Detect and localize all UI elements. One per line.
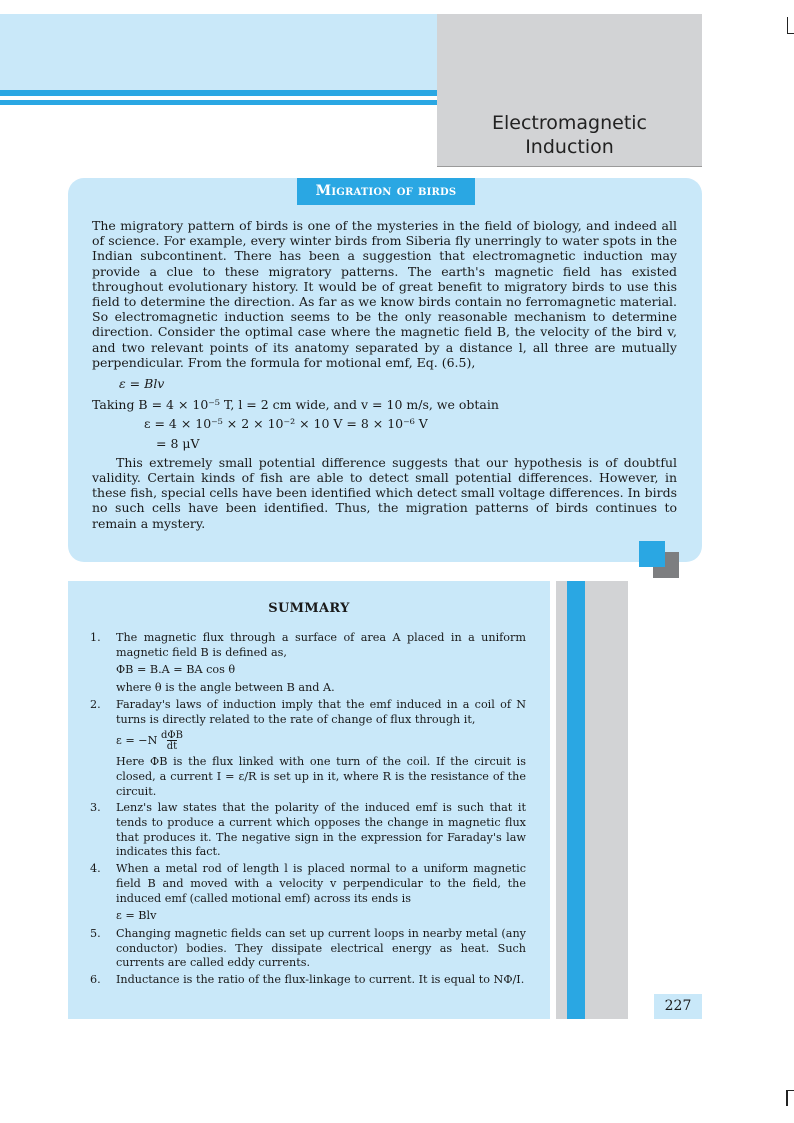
box-title: Migration of birds bbox=[297, 178, 475, 205]
list-item: 4. When a metal rod of length l is placed normal to a uniform magnetic field B and moved with a velocity v perpendicular to the field, the induced emf (called motional emf) across its ends is ε = Blv bbox=[90, 862, 526, 923]
summary-title: SUMMARY bbox=[268, 601, 350, 616]
crop-mark bbox=[788, 1090, 794, 1091]
crop-mark bbox=[786, 1090, 788, 1106]
side-bar-accent bbox=[567, 581, 585, 1019]
equation: ΦB = B.A = BA cos θ bbox=[116, 663, 236, 677]
paragraph: The migratory pattern of birds is one of the mysteries in the field of biology, and indeed all of science. For example, every winter birds from Siberia fly unerringly to water spots in the Indian subcontinent. There has been a suggestion that electromagnetic induction may provide a clue to these migratory patterns. The earth's magnetic field has existed throughout evolutionary history. It would be of great benefit to migratory birds to use this field to determine the direction. As far as we know birds contain no ferromagnetic material. So electromagnetic induction seems to be the only reasonable mechanism to determine direction. Consider the optimal case where the magnetic field B, the velocity of the bird v, and two relevant points of its anatomy separated by a distance l, all three are mutually perpendicular. From the formula for motional emf, Eq. (6.5), bbox=[92, 218, 677, 370]
equation: = 8 μV bbox=[156, 435, 200, 451]
summary-list bbox=[90, 631, 526, 990]
chapter-title: Electromagnetic Induction bbox=[491, 112, 647, 158]
equation: $\varepsilon = -N \frac{\text{dΦB}}{dt}$ bbox=[116, 730, 183, 753]
equation: ε = 4 × 10⁻⁵ × 2 × 10⁻² × 10 V = 8 × 10⁻⁶ V bbox=[144, 416, 428, 432]
fraction: $\frac{\text{dΦB}}{dt}$ bbox=[161, 730, 183, 753]
list-item: 2. Faraday's laws of induction imply that the emf induced in a coil of N turns is directly related to the rate of change of flux through it, $\varepsilon = -N \frac{\text{dΦB}}{dt}$ Here ΦB is the flux linked with one turn of the coil. If the circuit is closed, a current I = ε/R is set up in it, where R is the resistance of the circuit. bbox=[90, 697, 526, 798]
box-body bbox=[92, 218, 677, 531]
paragraph: Taking B = 4 × 10⁻⁵ T, l = 2 cm wide, and v = 10 m/s, we obtain bbox=[92, 397, 499, 413]
list-item: 5. Changing magnetic fields can set up current loops in nearby metal (any conductor) bodies. They dissipate electrical energy as heat. Such currents are called eddy currents. bbox=[90, 926, 526, 970]
summary-box bbox=[68, 581, 550, 1019]
list-item: 1. The magnetic flux through a surface of area A placed in a uniform magnetic field B is defined as, ΦB = B.A = BA cos θ where θ is the angle between B and A. bbox=[90, 631, 526, 695]
page-number: 227 bbox=[654, 994, 702, 1019]
equation: ε = Blv bbox=[116, 909, 157, 923]
chapter-title-box bbox=[437, 14, 702, 167]
list-item: 6. Inductance is the ratio of the flux-linkage to current. It is equal to NΦ/I. bbox=[90, 973, 525, 987]
equation: ε = Blv bbox=[119, 376, 165, 392]
header-stripe bbox=[0, 100, 437, 105]
list-item: 3. Lenz's law states that the polarity of the induced emf is such that it tends to produce a current which opposes the change in magnetic flux that produces it. The negative sign in the expression for Faraday's law indicates this fact. bbox=[90, 801, 526, 859]
header-stripe bbox=[0, 90, 437, 96]
crop-mark bbox=[787, 17, 788, 34]
crop-mark bbox=[787, 33, 794, 34]
decorative-square bbox=[639, 541, 665, 567]
paragraph: This extremely small potential difference suggests that our hypothesis is of doubtful validity. Certain kinds of fish are able to detect small potential differences. However, in these fish, special cells have been identified which detect small voltage differences. In birds no such cells have been identified. Thus, the migration patterns of birds continues to remain a mystery. bbox=[92, 454, 677, 531]
header-band bbox=[0, 14, 437, 90]
migration-of-birds-box bbox=[68, 178, 702, 562]
